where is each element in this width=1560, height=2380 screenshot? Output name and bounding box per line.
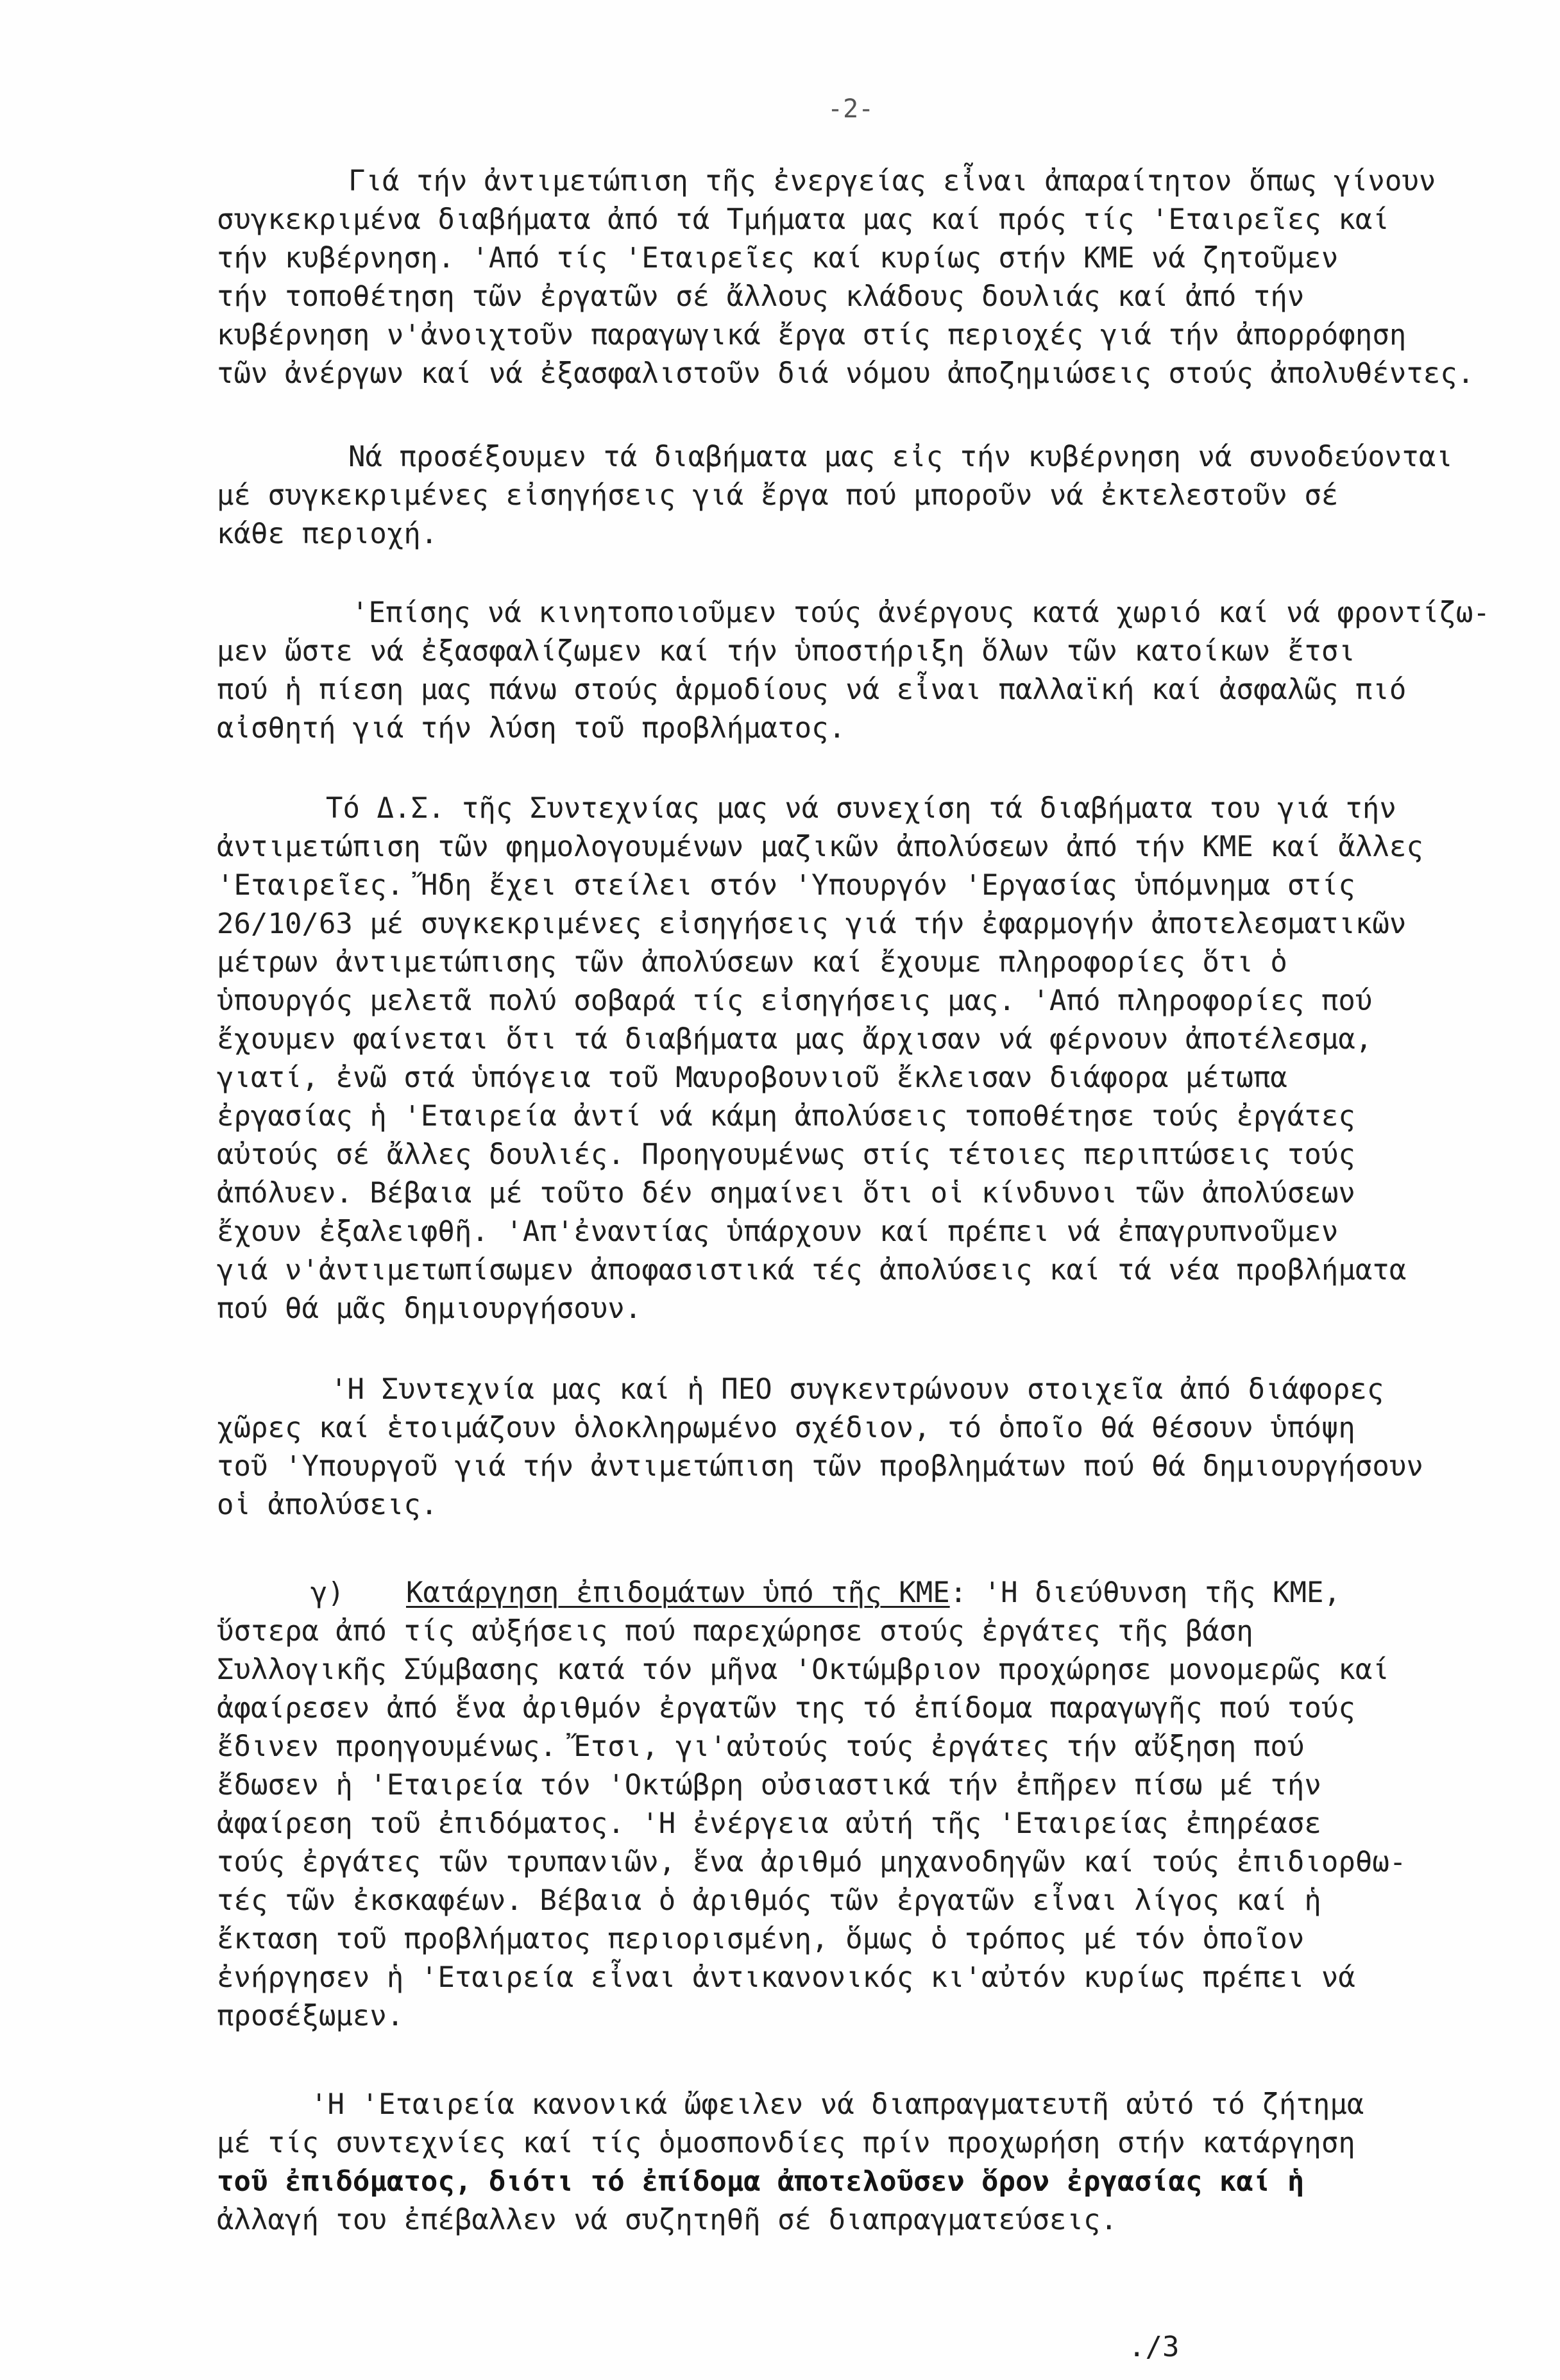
text-line: πού ἡ πίεση μας πάνω στούς ἁρμοδίους νά εἶναι παλλαϊκή καί ἀσφαλῶς πιό — [217, 673, 1407, 706]
section-label: γ) — [310, 1576, 344, 1609]
text-line: ὑπουργός μελετᾶ πολύ σοβαρά τίς εἰσηγήσεις μας. 'Από πληροφορίες πού — [217, 984, 1373, 1017]
text-line: ἐργασίας ἡ 'Εταιρεία ἀντί νά κάμη ἀπολύσεις τοποθέτησε τούς ἐργάτες — [217, 1100, 1355, 1133]
text-line: ἔδινεν προηγουμένως. Ἔτσι, γι'αὐτούς τούς ἐργάτες τήν αὔξηση πού — [217, 1730, 1305, 1763]
paragraph-1 — [217, 162, 1474, 393]
text-line: ἐνήργησεν ἡ 'Εταιρεία εἶναι ἀντικανονικός κι'αὐτόν κυρίως πρέπει νά — [217, 1961, 1355, 1994]
text-line: τοῦ ἐπιδόματος, διότι τό ἐπίδομα ἀποτελοῦσεν ὅρον ἐργασίας καί ἡ — [217, 2165, 1305, 2198]
section-heading-line — [217, 1574, 1406, 1612]
text-line: 'Η Συντεχνία μας καί ἡ ΠΕΟ συγκεντρώνουν στοιχεῖα ἀπό διάφορες — [330, 1373, 1384, 1406]
text-line: ἀφαίρεση τοῦ ἐπιδόματος. 'Η ἐνέργεια αὐτή τῆς 'Εταιρείας ἐπηρέασε — [217, 1807, 1321, 1840]
text-line: μέτρων ἀντιμετώπισης τῶν ἀπολύσεων καί ἔχουμε πληροφορίες ὅτι ὁ — [217, 946, 1287, 979]
text-line: συγκεκριμένα διαβήματα ἀπό τά Τμήματα μας καί πρός τίς 'Εταιρεῖες καί — [217, 203, 1389, 236]
text-line: χῶρες καί ἑτοιμάζουν ὁλοκληρωμένο σχέδιον, τό ὁποῖο θά θέσουν ὑπόψη — [217, 1412, 1355, 1444]
paragraph-6-section-c — [217, 1574, 1406, 2036]
text-line: ἔχουμεν φαίνεται ὅτι τά διαβήματα μας ἄρχισαν νά φέρνουν ἀποτέλεσμα, — [217, 1023, 1373, 1056]
section-heading: Κατάργηση ἐπιδομάτων ὑπό τῆς ΚΜΕ — [406, 1576, 950, 1609]
text-line: τούς ἐργάτες τῶν τρυπανιῶν, ἕνα ἀριθμό μηχανοδηγῶν καί τούς ἐπιδιορθω- — [217, 1846, 1407, 1878]
text-line: γιά ν'ἀντιμετωπίσωμεν ἀποφασιστικά τές ἀπολύσεις καί τά νέα προβλήματα — [217, 1254, 1407, 1287]
text-line: μέ τίς συντεχνίες καί τίς ὁμοσπονδίες πρίν προχωρήση στήν κατάργηση — [217, 2127, 1355, 2159]
text-line: μεν ὥστε νά ἐξασφαλίζωμεν καί τήν ὑποστήριξη ὅλων τῶν κατοίκων ἔτσι — [217, 635, 1355, 668]
page-continuation-marker: ./3 — [1128, 2331, 1180, 2363]
text-line: μέ συγκεκριμένες εἰσηγήσεις γιά ἔργα πού μποροῦν νά ἐκτελεστοῦν σέ — [217, 479, 1339, 512]
text-line: γιατί, ἐνῶ στά ὑπόγεια τοῦ Μαυροβουνιοῦ ἔκλεισαν διάφορα μέτωπα — [217, 1061, 1287, 1094]
text-line: Νά προσέξουμεν τά διαβήματα μας εἰς τήν κυβέρνηση νά συνοδεύονται — [348, 441, 1453, 473]
text-line: προσέξωμεν. — [217, 2000, 404, 2032]
paragraph-2 — [217, 438, 1453, 553]
text-line: Τό Δ.Σ. τῆς Συντεχνίας μας νά συνεχίση τά διαβήματα του γιά τήν — [326, 792, 1396, 825]
text-line: ἀπόλυεν. Βέβαια μέ τοῦτο δέν σημαίνει ὅτι οἱ κίνδυνοι τῶν ἀπολύσεων — [217, 1177, 1355, 1210]
text-line: 'Η 'Εταιρεία κανονικά ὤφειλεν νά διαπραγματευτῆ αὐτό τό ζήτημα — [310, 2088, 1364, 2121]
text-line: τήν κυβέρνηση. 'Από τίς 'Εταιρεῖες καί κυρίως στήν ΚΜΕ νά ζητοῦμεν — [217, 242, 1339, 274]
text-line: 26/10/63 μέ συγκεκριμένες εἰσηγήσεις γιά τήν ἐφαρμογήν ἀποτελεσματικῶν — [217, 907, 1407, 940]
text-line: αἰσθητή γιά τήν λύση τοῦ προβλήματος. — [217, 712, 846, 745]
text-line: ὕστερα ἀπό τίς αὐξήσεις πού παρεχώρησε στούς ἐργάτες τῆς βάση — [217, 1615, 1253, 1648]
text-line: τήν τοποθέτηση τῶν ἐργατῶν σέ ἄλλους κλάδους δουλιάς καί ἀπό τήν — [217, 280, 1305, 313]
page-number: -2- — [827, 94, 874, 124]
text-line: ἀλλαγή του ἐπέβαλλεν νά συζητηθῆ σέ διαπραγματεύσεις. — [217, 2204, 1117, 2236]
text-line: Συλλογικῆς Σύμβασης κατά τόν μῆνα 'Οκτώμβριον προχώρησε μονομερῶς καί — [217, 1653, 1389, 1686]
text-line: 'Εταιρεῖες. Ἤδη ἔχει στείλει στόν 'Υπουργόν 'Εργασίας ὑπόμνημα στίς — [217, 869, 1355, 902]
text-line: ἀφαίρεσεν ἀπό ἕνα ἀριθμόν ἐργατῶν της τό ἐπίδομα παραγωγῆς πού τούς — [217, 1692, 1355, 1725]
section-heading-rest: : 'Η διεύθυνση τῆς ΚΜΕ, — [949, 1576, 1341, 1609]
paragraph-5 — [217, 1371, 1423, 1524]
text-line: κυβέρνηση ν'ἀνοιχτοῦν παραγωγικά ἔργα στίς περιοχές γιά τήν ἀπορρόφηση — [217, 319, 1407, 351]
text-line: αὐτούς σέ ἄλλες δουλιές. Προηγουμένως στίς τέτοιες περιπτώσεις τούς — [217, 1138, 1355, 1171]
text-line: Γιά τήν ἀντιμετώπιση τῆς ἐνεργείας εἶναι ἀπαραίτητον ὅπως γίνουν — [348, 165, 1436, 198]
text-line: τοῦ 'Υπουργοῦ γιά τήν ἀντιμετώπιση τῶν προβλημάτων πού θά δημιουργήσουν — [217, 1450, 1423, 1483]
paragraph-7 — [217, 2086, 1364, 2240]
text-line: πού θά μᾶς δημιουργήσουν. — [217, 1292, 642, 1325]
text-line: οἱ ἀπολύσεις. — [217, 1489, 438, 1521]
text-line: τές τῶν ἐκσκαφέων. Βέβαια ὁ ἀριθμός τῶν ἐργατῶν εἶναι λίγος καί ἡ — [217, 1884, 1321, 1917]
text-line: 'Επίσης νά κινητοποιοῦμεν τούς ἀνέργους κατά χωριό καί νά φροντίζω- — [352, 596, 1490, 629]
paragraph-4 — [217, 789, 1423, 1328]
text-line: ἀντιμετώπιση τῶν φημολογουμένων μαζικῶν ἀπολύσεων ἀπό τήν ΚΜΕ καί ἄλλες — [217, 831, 1423, 863]
text-line: ἔχουν ἐξαλειφθῆ. 'Απ'ἐναντίας ὑπάρχουν καί πρέπει νά ἐπαγρυπνοῦμεν — [217, 1215, 1339, 1248]
text-line: ἔκταση τοῦ προβλήματος περιορισμένη, ὅμως ὁ τρόπος μέ τόν ὁποῖον — [217, 1923, 1305, 1955]
text-line: κάθε περιοχή. — [217, 518, 438, 550]
text-line: ἔδωσεν ἡ 'Εταιρεία τόν 'Οκτώβρη οὐσιαστικά τήν ἐπῆρεν πίσω μέ τήν — [217, 1769, 1321, 1802]
text-line: τῶν ἀνέργων καί νά ἐξασφαλιστοῦν διά νόμου ἀποζημιώσεις στούς ἀπολυθέντες. — [217, 357, 1475, 390]
paragraph-3 — [217, 594, 1490, 748]
